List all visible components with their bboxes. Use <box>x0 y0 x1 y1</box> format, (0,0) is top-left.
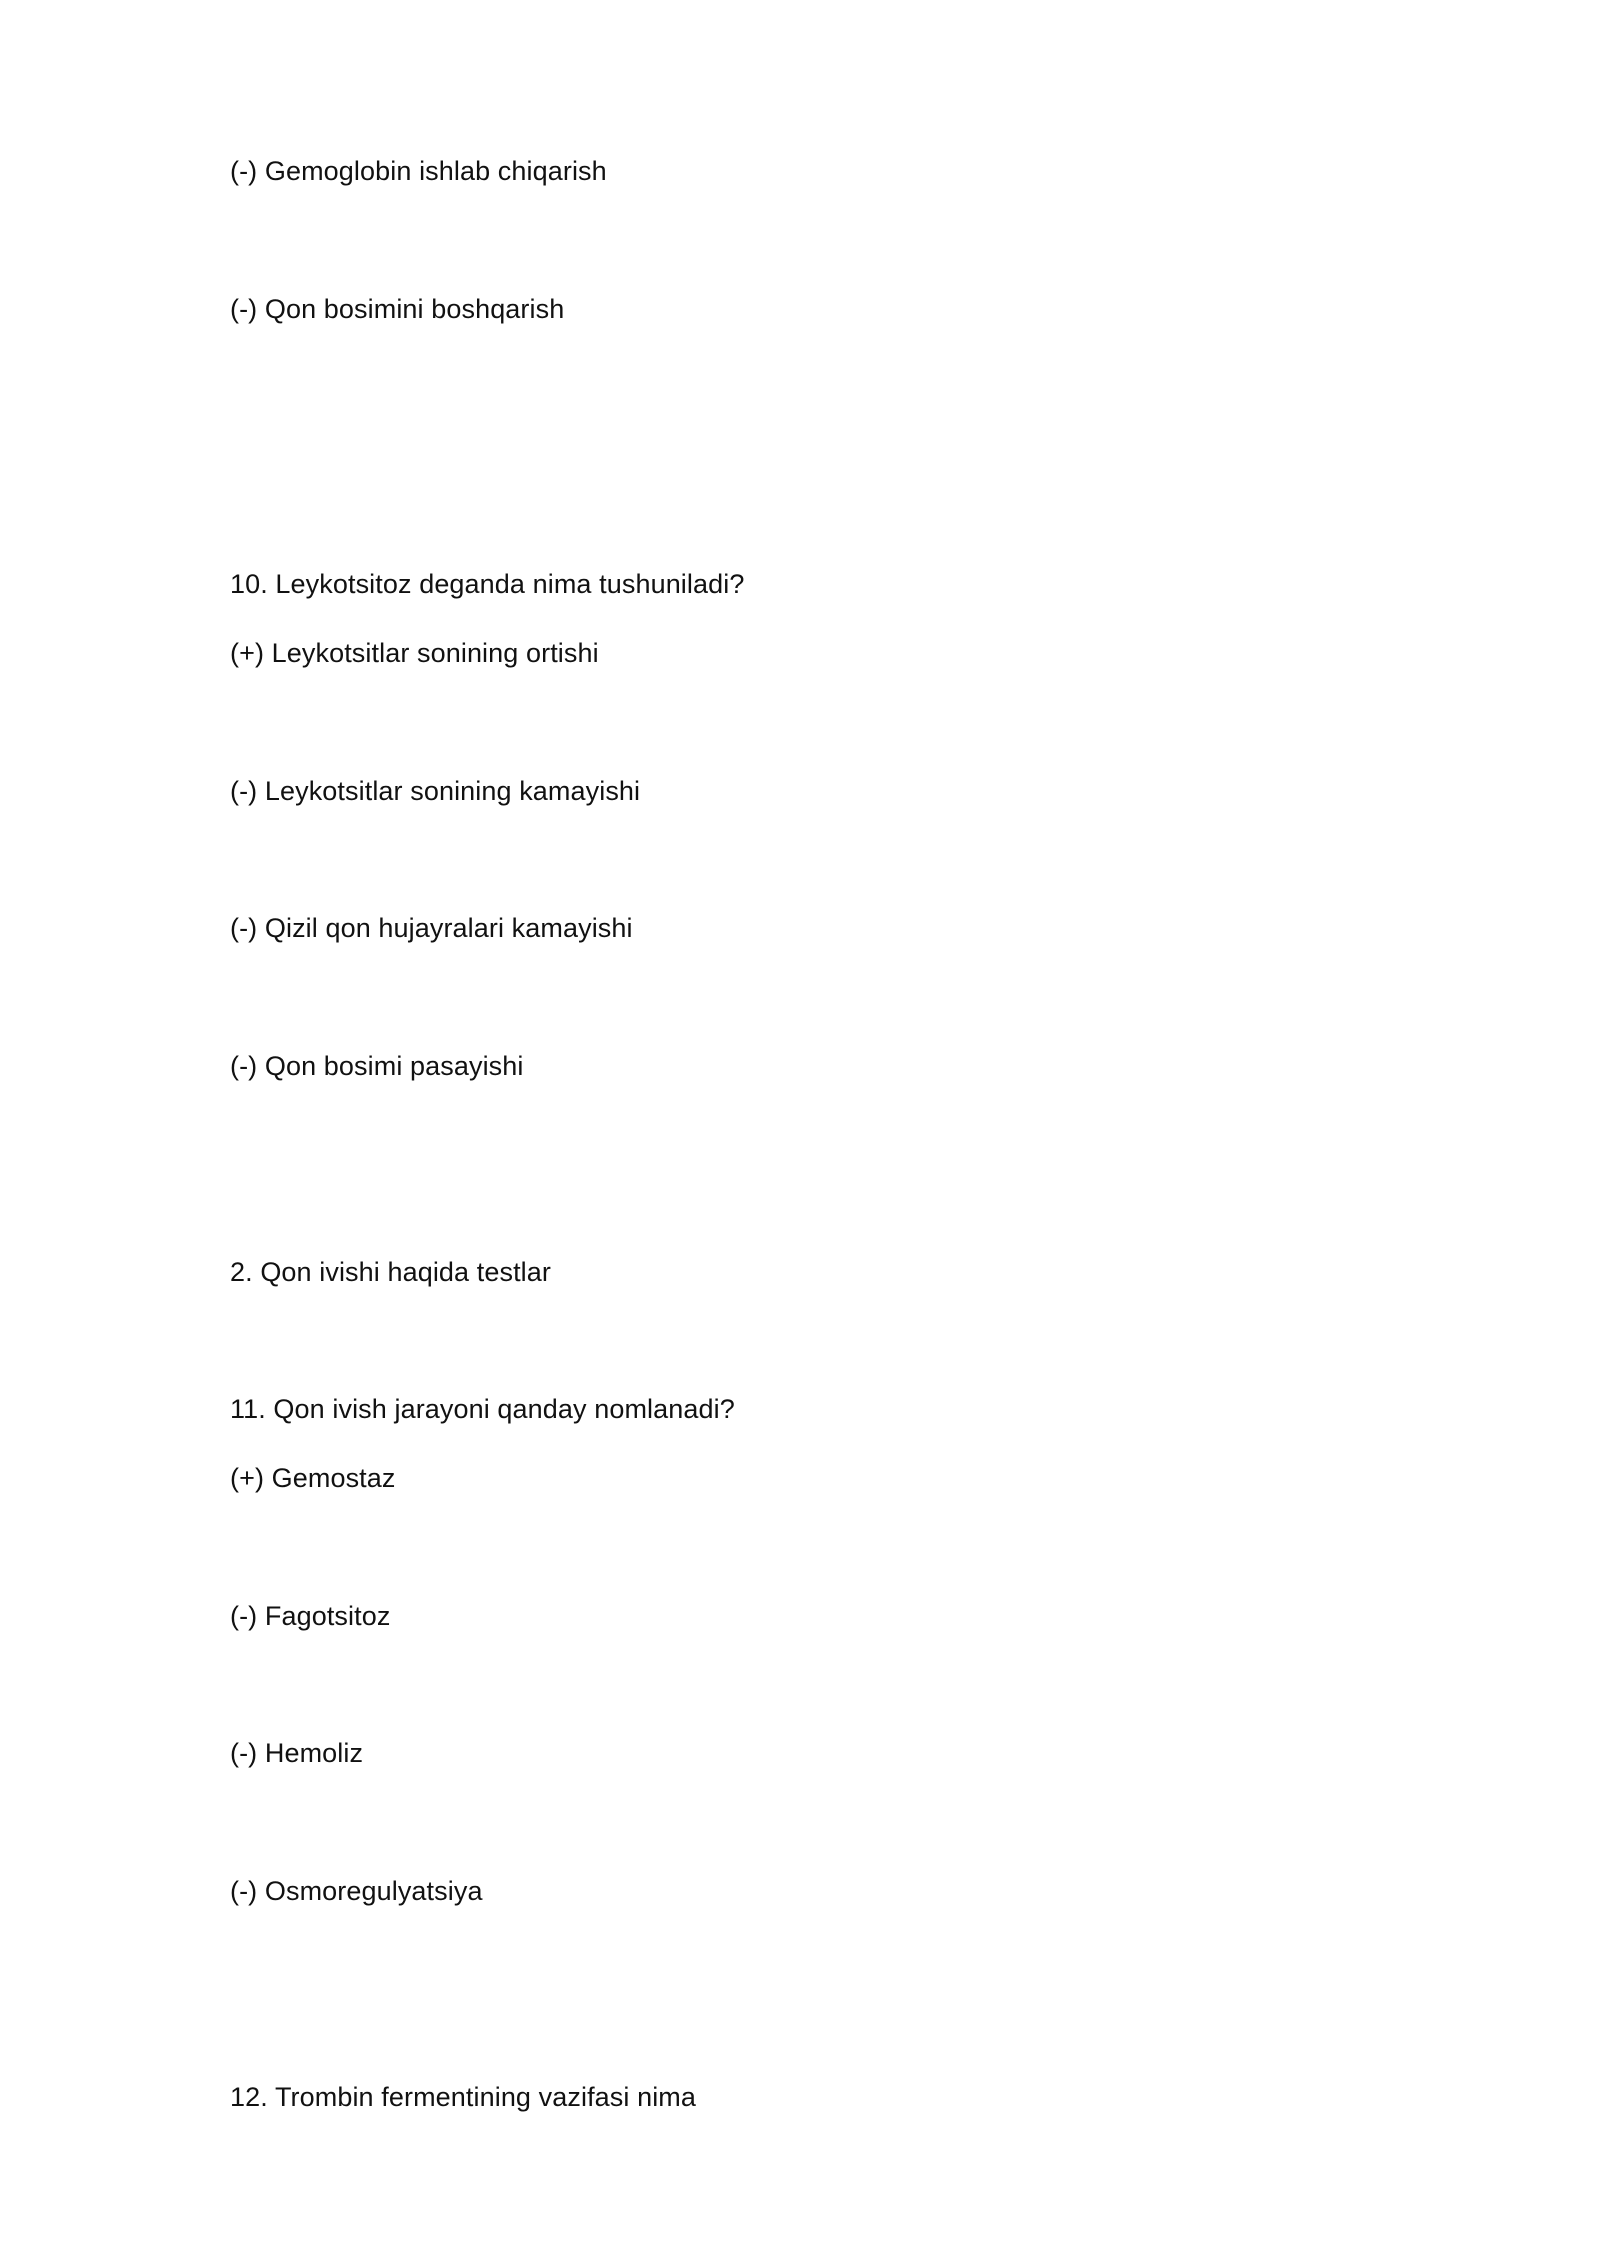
answer-option: (-) Hemoliz <box>230 1738 364 1768</box>
section-heading: 2. Qon ivishi haqida testlar <box>230 1257 551 1287</box>
answer-option: (-) Qizil qon hujayralari kamayishi <box>230 913 633 943</box>
answer-option: (+) Gemostaz <box>230 1463 396 1493</box>
answer-option: (-) Gemoglobin ishlab chiqarish <box>230 156 607 186</box>
question-10: 10. Leykotsitoz deganda nima tushuniladi? <box>230 569 745 599</box>
answer-option: (-) Fagotsitoz <box>230 1601 391 1631</box>
answer-option: (+) Leykotsitlar sonining ortishi <box>230 638 599 668</box>
question-12: 12. Trombin fermentining vazifasi nima <box>230 2082 697 2112</box>
question-11: 11. Qon ivish jarayoni qanday nomlanadi? <box>230 1394 735 1424</box>
answer-option: (-) Qon bosimini boshqarish <box>230 294 565 324</box>
answer-option: (-) Qon bosimi pasayishi <box>230 1051 524 1081</box>
answer-option: (-) Leykotsitlar sonining kamayishi <box>230 776 641 806</box>
answer-option: (-) Osmoregulyatsiya <box>230 1876 483 1906</box>
